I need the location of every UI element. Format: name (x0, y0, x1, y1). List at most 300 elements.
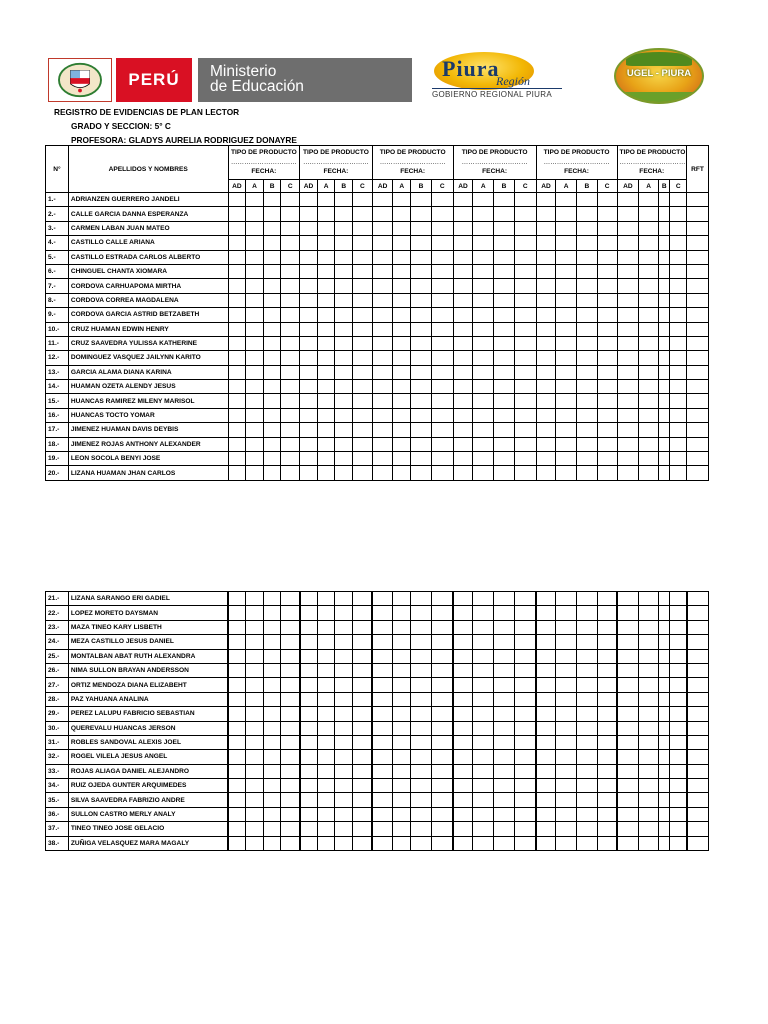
grade-cell[interactable] (393, 279, 411, 293)
grade-cell[interactable] (617, 692, 639, 706)
grade-cell[interactable] (597, 764, 617, 778)
grade-cell[interactable] (556, 380, 577, 394)
grade-cell[interactable] (411, 692, 432, 706)
grade-cell[interactable] (246, 635, 264, 649)
grade-cell[interactable] (300, 221, 318, 235)
grade-cell[interactable] (473, 308, 494, 322)
grade-cell[interactable] (263, 279, 281, 293)
grade-cell[interactable] (577, 663, 598, 677)
grade-cell[interactable] (556, 466, 577, 480)
grade-cell[interactable] (281, 336, 300, 350)
grade-cell[interactable] (473, 250, 494, 264)
grade-cell[interactable] (617, 764, 639, 778)
grade-cell[interactable] (494, 437, 515, 451)
grade-cell[interactable] (577, 721, 598, 735)
grade-cell[interactable] (473, 822, 494, 836)
grade-cell[interactable] (411, 721, 432, 735)
grade-cell[interactable] (335, 437, 353, 451)
grade-cell[interactable] (514, 322, 536, 336)
grade-cell[interactable] (353, 423, 373, 437)
grade-cell[interactable] (372, 221, 393, 235)
grade-cell[interactable] (577, 380, 598, 394)
grade-cell[interactable] (393, 750, 411, 764)
grade-cell[interactable] (246, 620, 264, 634)
grade-cell[interactable] (300, 193, 318, 207)
grade-cell[interactable] (617, 678, 639, 692)
grade-cell[interactable] (514, 423, 536, 437)
grade-cell[interactable] (659, 236, 670, 250)
grade-cell[interactable] (335, 351, 353, 365)
grade-cell[interactable] (670, 250, 687, 264)
grade-cell[interactable] (659, 663, 670, 677)
grade-cell[interactable] (536, 279, 556, 293)
grade-cell[interactable] (281, 836, 300, 850)
grade-cell[interactable] (514, 365, 536, 379)
grade-cell[interactable] (617, 336, 639, 350)
grade-cell[interactable] (228, 635, 246, 649)
grade-cell[interactable] (372, 264, 393, 278)
grade-cell[interactable] (473, 692, 494, 706)
grade-cell[interactable] (281, 423, 300, 437)
grade-cell[interactable] (411, 592, 432, 606)
grade-cell[interactable] (659, 779, 670, 793)
grade-cell[interactable] (372, 336, 393, 350)
grade-cell[interactable] (411, 308, 432, 322)
grade-cell[interactable] (317, 678, 335, 692)
grade-cell[interactable] (536, 466, 556, 480)
grade-cell[interactable] (577, 308, 598, 322)
grade-cell[interactable] (577, 735, 598, 749)
grade-cell[interactable] (353, 606, 373, 620)
grade-cell[interactable] (670, 707, 687, 721)
grade-cell[interactable] (372, 764, 393, 778)
grade-cell[interactable] (473, 380, 494, 394)
grade-cell[interactable] (263, 836, 281, 850)
grade-cell[interactable] (514, 250, 536, 264)
grade-cell[interactable] (431, 692, 453, 706)
grade-cell[interactable] (597, 836, 617, 850)
grade-cell[interactable] (372, 293, 393, 307)
grade-cell[interactable] (639, 620, 659, 634)
grade-cell[interactable] (281, 735, 300, 749)
grade-cell[interactable] (536, 692, 556, 706)
grade-cell[interactable] (263, 380, 281, 394)
grade-cell[interactable] (617, 721, 639, 735)
grade-cell[interactable] (393, 707, 411, 721)
grade-cell[interactable] (431, 394, 453, 408)
grade-cell[interactable] (228, 236, 246, 250)
grade-cell[interactable] (494, 649, 515, 663)
grade-cell[interactable] (536, 452, 556, 466)
grade-cell[interactable] (372, 635, 393, 649)
grade-cell[interactable] (639, 635, 659, 649)
grade-cell[interactable] (514, 236, 536, 250)
grade-cell[interactable] (639, 452, 659, 466)
grade-cell[interactable] (453, 592, 473, 606)
grade-cell[interactable] (597, 351, 617, 365)
grade-cell[interactable] (536, 635, 556, 649)
grade-cell[interactable] (617, 793, 639, 807)
grade-cell[interactable] (536, 250, 556, 264)
grade-cell[interactable] (335, 365, 353, 379)
grade-cell[interactable] (659, 336, 670, 350)
grade-cell[interactable] (372, 606, 393, 620)
grade-cell[interactable] (617, 836, 639, 850)
grade-cell[interactable] (317, 635, 335, 649)
grade-cell[interactable] (577, 592, 598, 606)
grade-cell[interactable] (597, 452, 617, 466)
grade-cell[interactable] (335, 793, 353, 807)
grade-cell[interactable] (263, 692, 281, 706)
rft-cell[interactable] (687, 721, 709, 735)
grade-cell[interactable] (281, 380, 300, 394)
grade-cell[interactable] (556, 750, 577, 764)
grade-cell[interactable] (473, 678, 494, 692)
grade-cell[interactable] (639, 423, 659, 437)
grade-cell[interactable] (556, 236, 577, 250)
grade-cell[interactable] (473, 193, 494, 207)
grade-cell[interactable] (536, 649, 556, 663)
grade-cell[interactable] (411, 264, 432, 278)
grade-cell[interactable] (372, 380, 393, 394)
grade-cell[interactable] (335, 692, 353, 706)
grade-cell[interactable] (335, 822, 353, 836)
grade-cell[interactable] (639, 721, 659, 735)
grade-cell[interactable] (514, 735, 536, 749)
grade-cell[interactable] (639, 466, 659, 480)
grade-cell[interactable] (536, 423, 556, 437)
grade-cell[interactable] (300, 322, 318, 336)
grade-cell[interactable] (494, 793, 515, 807)
grade-cell[interactable] (411, 764, 432, 778)
grade-cell[interactable] (372, 779, 393, 793)
grade-cell[interactable] (659, 308, 670, 322)
grade-cell[interactable] (670, 793, 687, 807)
grade-cell[interactable] (514, 663, 536, 677)
grade-cell[interactable] (536, 293, 556, 307)
rft-cell[interactable] (687, 423, 709, 437)
grade-cell[interactable] (659, 250, 670, 264)
grade-cell[interactable] (514, 592, 536, 606)
grade-cell[interactable] (393, 592, 411, 606)
grade-cell[interactable] (393, 250, 411, 264)
grade-cell[interactable] (263, 822, 281, 836)
grade-cell[interactable] (670, 721, 687, 735)
grade-cell[interactable] (473, 721, 494, 735)
grade-cell[interactable] (281, 250, 300, 264)
grade-cell[interactable] (411, 279, 432, 293)
grade-cell[interactable] (353, 663, 373, 677)
grade-cell[interactable] (577, 466, 598, 480)
grade-cell[interactable] (514, 793, 536, 807)
grade-cell[interactable] (453, 365, 473, 379)
grade-cell[interactable] (246, 452, 264, 466)
grade-cell[interactable] (670, 207, 687, 221)
grade-cell[interactable] (494, 807, 515, 821)
grade-cell[interactable] (228, 750, 246, 764)
grade-cell[interactable] (514, 750, 536, 764)
grade-cell[interactable] (431, 207, 453, 221)
grade-cell[interactable] (263, 365, 281, 379)
grade-cell[interactable] (335, 279, 353, 293)
grade-cell[interactable] (597, 735, 617, 749)
grade-cell[interactable] (372, 351, 393, 365)
grade-cell[interactable] (514, 721, 536, 735)
grade-cell[interactable] (494, 207, 515, 221)
grade-cell[interactable] (411, 678, 432, 692)
grade-cell[interactable] (263, 250, 281, 264)
grade-cell[interactable] (639, 279, 659, 293)
grade-cell[interactable] (536, 592, 556, 606)
grade-cell[interactable] (556, 336, 577, 350)
grade-cell[interactable] (335, 592, 353, 606)
grade-cell[interactable] (639, 236, 659, 250)
grade-cell[interactable] (335, 394, 353, 408)
grade-cell[interactable] (317, 707, 335, 721)
grade-cell[interactable] (372, 663, 393, 677)
rft-cell[interactable] (687, 394, 709, 408)
grade-cell[interactable] (300, 279, 318, 293)
grade-cell[interactable] (246, 423, 264, 437)
grade-cell[interactable] (617, 279, 639, 293)
grade-cell[interactable] (556, 635, 577, 649)
grade-cell[interactable] (263, 779, 281, 793)
grade-cell[interactable] (300, 423, 318, 437)
grade-cell[interactable] (263, 193, 281, 207)
grade-cell[interactable] (431, 408, 453, 422)
grade-cell[interactable] (453, 620, 473, 634)
grade-cell[interactable] (431, 365, 453, 379)
grade-cell[interactable] (597, 308, 617, 322)
grade-cell[interactable] (514, 764, 536, 778)
grade-cell[interactable] (597, 649, 617, 663)
grade-cell[interactable] (372, 750, 393, 764)
grade-cell[interactable] (536, 207, 556, 221)
grade-cell[interactable] (536, 606, 556, 620)
grade-cell[interactable] (372, 279, 393, 293)
grade-cell[interactable] (453, 250, 473, 264)
grade-cell[interactable] (228, 620, 246, 634)
grade-cell[interactable] (453, 236, 473, 250)
grade-cell[interactable] (639, 351, 659, 365)
grade-cell[interactable] (317, 193, 335, 207)
grade-cell[interactable] (473, 408, 494, 422)
rft-cell[interactable] (687, 620, 709, 634)
grade-cell[interactable] (431, 193, 453, 207)
grade-cell[interactable] (670, 649, 687, 663)
grade-cell[interactable] (317, 466, 335, 480)
grade-cell[interactable] (281, 308, 300, 322)
grade-cell[interactable] (659, 592, 670, 606)
grade-cell[interactable] (335, 807, 353, 821)
grade-cell[interactable] (494, 592, 515, 606)
grade-cell[interactable] (494, 308, 515, 322)
grade-cell[interactable] (659, 264, 670, 278)
rft-cell[interactable] (687, 308, 709, 322)
grade-cell[interactable] (514, 207, 536, 221)
grade-cell[interactable] (353, 807, 373, 821)
grade-cell[interactable] (556, 678, 577, 692)
grade-cell[interactable] (372, 365, 393, 379)
grade-cell[interactable] (556, 793, 577, 807)
grade-cell[interactable] (536, 264, 556, 278)
grade-cell[interactable] (411, 322, 432, 336)
grade-cell[interactable] (659, 836, 670, 850)
grade-cell[interactable] (281, 437, 300, 451)
grade-cell[interactable] (246, 663, 264, 677)
grade-cell[interactable] (494, 221, 515, 235)
grade-cell[interactable] (473, 649, 494, 663)
grade-cell[interactable] (536, 394, 556, 408)
grade-cell[interactable] (263, 735, 281, 749)
rft-cell[interactable] (687, 764, 709, 778)
rft-cell[interactable] (687, 452, 709, 466)
grade-cell[interactable] (453, 750, 473, 764)
grade-cell[interactable] (263, 264, 281, 278)
grade-cell[interactable] (514, 779, 536, 793)
grade-cell[interactable] (597, 423, 617, 437)
grade-cell[interactable] (670, 822, 687, 836)
grade-cell[interactable] (597, 437, 617, 451)
grade-cell[interactable] (228, 336, 246, 350)
grade-cell[interactable] (335, 836, 353, 850)
grade-cell[interactable] (494, 452, 515, 466)
grade-cell[interactable] (281, 452, 300, 466)
grade-cell[interactable] (494, 394, 515, 408)
grade-cell[interactable] (335, 707, 353, 721)
grade-cell[interactable] (494, 678, 515, 692)
grade-cell[interactable] (228, 293, 246, 307)
grade-cell[interactable] (353, 279, 373, 293)
grade-cell[interactable] (597, 822, 617, 836)
grade-cell[interactable] (300, 707, 318, 721)
grade-cell[interactable] (353, 322, 373, 336)
grade-cell[interactable] (453, 836, 473, 850)
grade-cell[interactable] (659, 606, 670, 620)
rft-cell[interactable] (687, 336, 709, 350)
grade-cell[interactable] (473, 466, 494, 480)
grade-cell[interactable] (556, 250, 577, 264)
grade-cell[interactable] (659, 807, 670, 821)
grade-cell[interactable] (431, 635, 453, 649)
grade-cell[interactable] (494, 408, 515, 422)
grade-cell[interactable] (670, 466, 687, 480)
grade-cell[interactable] (281, 394, 300, 408)
grade-cell[interactable] (393, 293, 411, 307)
grade-cell[interactable] (514, 466, 536, 480)
grade-cell[interactable] (263, 423, 281, 437)
grade-cell[interactable] (263, 592, 281, 606)
grade-cell[interactable] (597, 606, 617, 620)
grade-cell[interactable] (281, 750, 300, 764)
grade-cell[interactable] (393, 836, 411, 850)
grade-cell[interactable] (300, 822, 318, 836)
grade-cell[interactable] (639, 193, 659, 207)
grade-cell[interactable] (393, 692, 411, 706)
grade-cell[interactable] (263, 336, 281, 350)
grade-cell[interactable] (317, 423, 335, 437)
grade-cell[interactable] (372, 649, 393, 663)
grade-cell[interactable] (431, 793, 453, 807)
grade-cell[interactable] (670, 452, 687, 466)
grade-cell[interactable] (353, 308, 373, 322)
grade-cell[interactable] (281, 279, 300, 293)
grade-cell[interactable] (577, 322, 598, 336)
grade-cell[interactable] (263, 678, 281, 692)
grade-cell[interactable] (335, 293, 353, 307)
grade-cell[interactable] (317, 365, 335, 379)
grade-cell[interactable] (659, 408, 670, 422)
grade-cell[interactable] (556, 779, 577, 793)
rft-cell[interactable] (687, 250, 709, 264)
grade-cell[interactable] (514, 692, 536, 706)
grade-cell[interactable] (263, 452, 281, 466)
grade-cell[interactable] (372, 793, 393, 807)
grade-cell[interactable] (670, 336, 687, 350)
grade-cell[interactable] (659, 793, 670, 807)
grade-cell[interactable] (281, 620, 300, 634)
grade-cell[interactable] (431, 322, 453, 336)
grade-cell[interactable] (335, 663, 353, 677)
grade-cell[interactable] (453, 452, 473, 466)
grade-cell[interactable] (317, 322, 335, 336)
grade-cell[interactable] (372, 408, 393, 422)
grade-cell[interactable] (514, 293, 536, 307)
grade-cell[interactable] (281, 193, 300, 207)
grade-cell[interactable] (431, 264, 453, 278)
grade-cell[interactable] (335, 322, 353, 336)
grade-cell[interactable] (263, 308, 281, 322)
grade-cell[interactable] (411, 207, 432, 221)
grade-cell[interactable] (300, 394, 318, 408)
grade-cell[interactable] (639, 707, 659, 721)
grade-cell[interactable] (577, 236, 598, 250)
grade-cell[interactable] (411, 394, 432, 408)
grade-cell[interactable] (353, 649, 373, 663)
grade-cell[interactable] (281, 692, 300, 706)
grade-cell[interactable] (670, 836, 687, 850)
grade-cell[interactable] (639, 692, 659, 706)
grade-cell[interactable] (228, 807, 246, 821)
grade-cell[interactable] (335, 308, 353, 322)
grade-cell[interactable] (494, 635, 515, 649)
grade-cell[interactable] (431, 308, 453, 322)
grade-cell[interactable] (494, 279, 515, 293)
grade-cell[interactable] (317, 807, 335, 821)
grade-cell[interactable] (300, 408, 318, 422)
grade-cell[interactable] (263, 721, 281, 735)
grade-cell[interactable] (473, 620, 494, 634)
grade-cell[interactable] (659, 721, 670, 735)
grade-cell[interactable] (393, 264, 411, 278)
grade-cell[interactable] (617, 807, 639, 821)
grade-cell[interactable] (556, 322, 577, 336)
grade-cell[interactable] (300, 452, 318, 466)
grade-cell[interactable] (263, 351, 281, 365)
rft-cell[interactable] (687, 707, 709, 721)
grade-cell[interactable] (453, 707, 473, 721)
grade-cell[interactable] (431, 663, 453, 677)
grade-cell[interactable] (431, 779, 453, 793)
grade-cell[interactable] (639, 606, 659, 620)
grade-cell[interactable] (577, 336, 598, 350)
grade-cell[interactable] (393, 423, 411, 437)
grade-cell[interactable] (335, 649, 353, 663)
grade-cell[interactable] (246, 592, 264, 606)
grade-cell[interactable] (453, 764, 473, 778)
grade-cell[interactable] (577, 620, 598, 634)
grade-cell[interactable] (411, 380, 432, 394)
